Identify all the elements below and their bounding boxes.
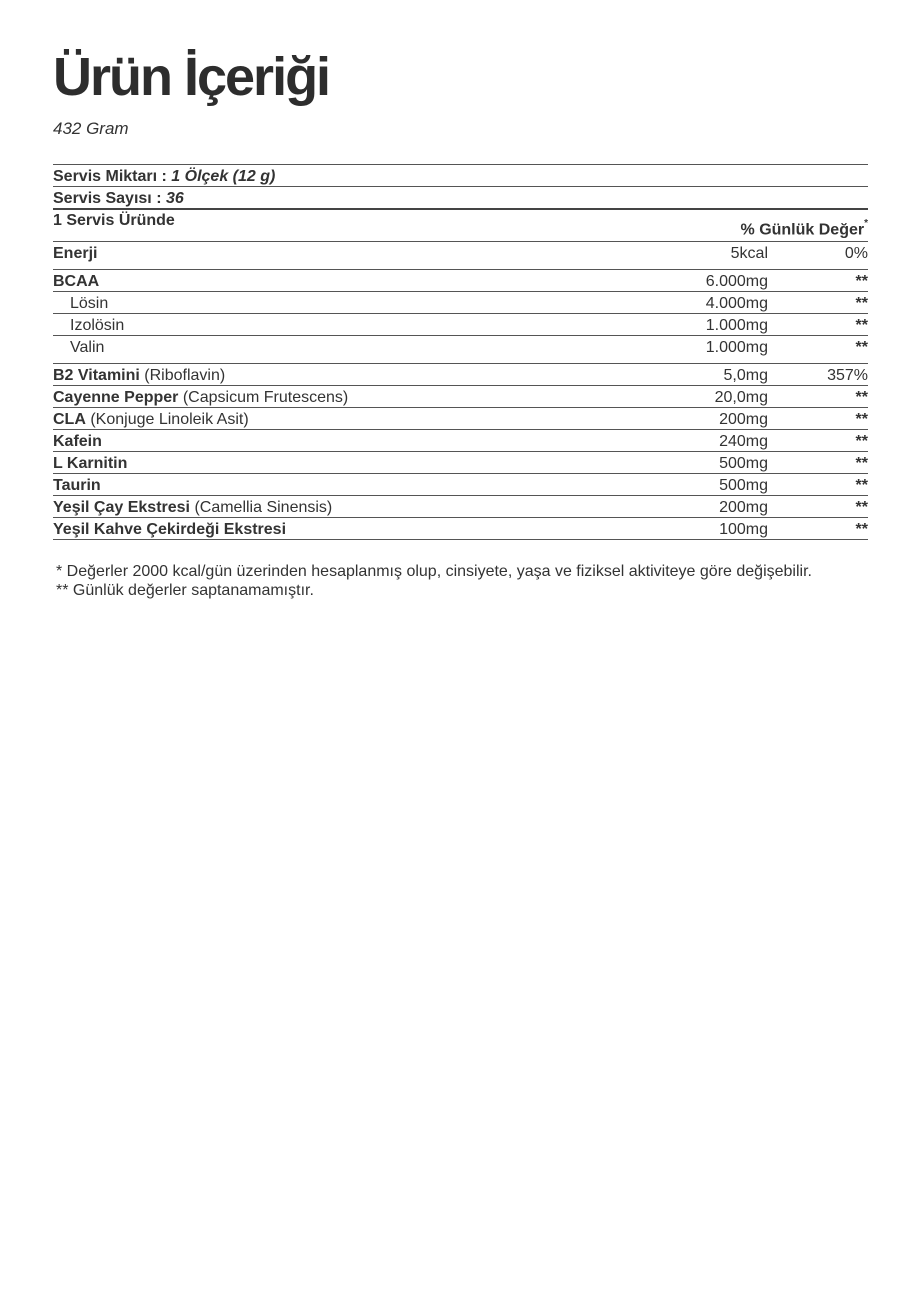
table-row (53, 335, 868, 363)
table-row (53, 269, 868, 291)
nutrient-name: Kafein (53, 433, 102, 450)
nutrient-name: Izolösin (70, 317, 125, 334)
table-row (53, 473, 868, 495)
nutrient-amount: 5,0mg (723, 367, 768, 384)
nutrient-name: Yeşil Çay Ekstresi (Camellia Sinensis) (53, 499, 333, 516)
table-row (53, 495, 868, 517)
nutrient-amount: 5kcal (730, 245, 768, 262)
table-row (53, 291, 868, 313)
table-row (53, 451, 868, 473)
table-row (53, 517, 868, 539)
nutrient-daily-value: ** (855, 339, 868, 356)
table-row (53, 385, 868, 407)
table-row (53, 241, 868, 269)
nutrient-amount: 1.000mg (705, 317, 768, 334)
nutrient-name: Lösin (70, 295, 109, 312)
table-row (53, 407, 868, 429)
nutrient-amount: 1.000mg (705, 339, 768, 356)
nutrient-name: Yeşil Kahve Çekirdeği Ekstresi (53, 521, 287, 538)
table-bottom-rule (53, 539, 868, 540)
nutrient-name: Cayenne Pepper (Capsicum Frutescens) (53, 389, 349, 406)
nutrient-daily-value: 0% (844, 245, 868, 262)
daily-value-header: % Günlük Değer* (740, 218, 868, 239)
nutrient-detail: (Capsicum Frutescens) (182, 389, 349, 406)
footnotes (56, 562, 812, 600)
serving-size-value: 1 Ölçek (12 g) (171, 168, 276, 185)
nutrient-daily-value: ** (855, 455, 868, 472)
nutrient-name: Valin (70, 339, 105, 356)
table-row (53, 363, 868, 385)
nutrient-name: Taurin (53, 477, 101, 494)
nutrient-daily-value: ** (855, 389, 868, 406)
nutrient-daily-value: ** (855, 273, 868, 290)
nutrient-daily-value: 357% (827, 367, 868, 384)
nutrient-daily-value: ** (855, 499, 868, 516)
page-title: Ürün İçeriği (53, 47, 330, 107)
nutrient-daily-value: ** (855, 477, 868, 494)
table-row (53, 429, 868, 451)
nutrient-detail: (Camellia Sinensis) (194, 499, 333, 516)
nutrient-daily-value: ** (855, 295, 868, 312)
nutrient-daily-value: ** (855, 433, 868, 450)
nutrient-detail: (Konjuge Linoleik Asit) (90, 411, 249, 428)
table-row (53, 313, 868, 335)
nutrient-daily-value: ** (855, 411, 868, 428)
nutrient-amount: 200mg (719, 499, 768, 516)
nutrient-rows (53, 241, 868, 539)
nutrient-name: CLA (Konjuge Linoleik Asit) (53, 411, 249, 428)
table-header-row (53, 208, 868, 241)
daily-value-footnote-mark: * (864, 218, 868, 229)
nutrient-amount: 200mg (719, 411, 768, 428)
serving-count-label: Servis Sayısı : (53, 190, 162, 207)
nutrient-name: L Karnitin (53, 455, 128, 472)
nutrient-amount: 6.000mg (705, 273, 768, 290)
footnote-daily-value: * Değerler 2000 kcal/gün üzerinden hesaplanmış olup, cinsiyete, yaşa ve fiziksel aktiviteye göre değişebilir. (56, 563, 812, 580)
nutrient-amount: 20,0mg (714, 389, 768, 406)
serving-count-value: 36 (165, 190, 184, 207)
nutrient-amount: 500mg (719, 477, 768, 494)
serving-count-row (53, 186, 868, 208)
serving-size-row (53, 164, 868, 186)
nutrient-amount: 240mg (719, 433, 768, 450)
nutrient-name: BCAA (53, 273, 100, 290)
nutrient-amount: 500mg (719, 455, 768, 472)
serving-size-label: Servis Miktarı : (53, 168, 167, 185)
nutrient-daily-value: ** (855, 317, 868, 334)
footnote-not-established: ** Günlük değerler saptanamamıştır. (56, 582, 314, 599)
nutrient-amount: 100mg (719, 521, 768, 538)
nutrient-name: Enerji (53, 245, 98, 262)
nutrient-daily-value: ** (855, 521, 868, 538)
product-weight: 432 Gram (53, 119, 129, 138)
nutrient-amount: 4.000mg (705, 295, 768, 312)
nutrient-detail: (Riboflavin) (144, 367, 226, 384)
nutrition-table (53, 164, 868, 540)
per-serving-label: 1 Servis Üründe (53, 212, 175, 229)
nutrient-name: B2 Vitamini (Riboflavin) (53, 367, 226, 384)
